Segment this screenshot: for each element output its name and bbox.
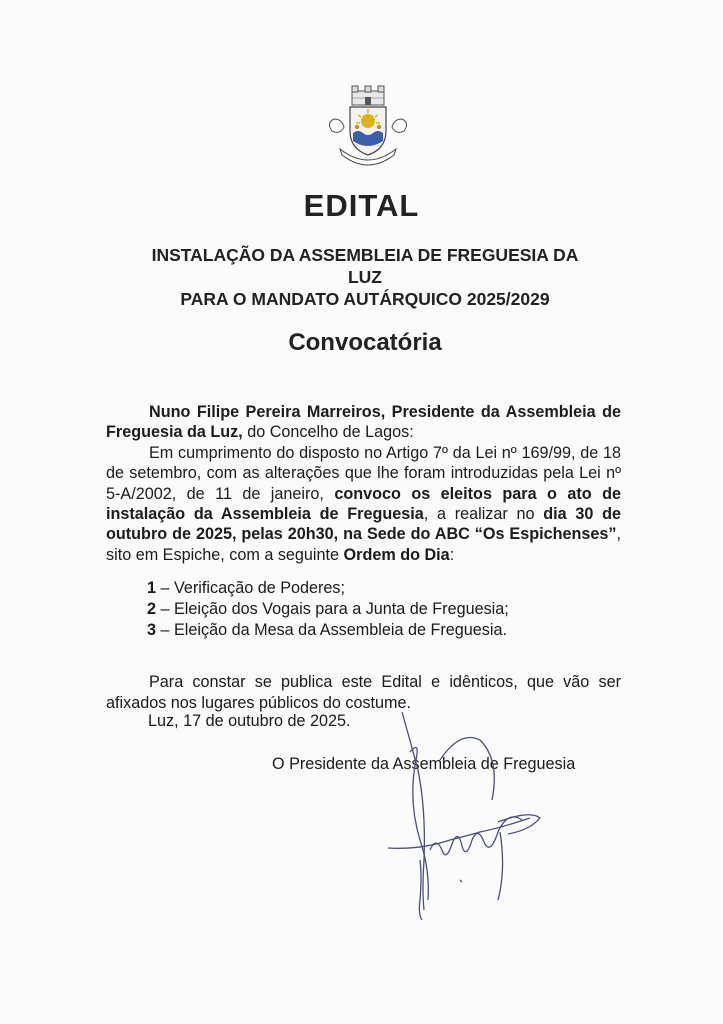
agenda-number: 3 bbox=[147, 620, 157, 639]
convocatoria-heading: Convocatória bbox=[288, 329, 442, 356]
intro-rest: do Concelho de Lagos: bbox=[242, 423, 414, 442]
convocation-paragraph bbox=[106, 443, 621, 565]
president-name: Nuno Filipe Pereira Marreiros, Presidente da Assembleia de Freguesia da Luz, bbox=[106, 403, 621, 442]
convocation-bold: convoco os eleitos para o ato de instalação da Assembleia de Freguesia bbox=[106, 484, 621, 524]
meeting-datetime: dia 30 de outubro de 2025, pelas 20h30, na Sede do ABC “Os Espichenses” bbox=[106, 505, 621, 544]
subtitle-line: INSTALAÇÃO DA ASSEMBLEIA DE FREGUESIA DA bbox=[151, 245, 579, 265]
coat-of-arms-icon bbox=[322, 83, 414, 171]
text-fragment: , sito em Espiche, com a seguinte bbox=[106, 525, 621, 564]
agenda-text: – Eleição dos Vogais para a Junta de Freguesia; bbox=[156, 599, 509, 618]
agenda-text: – Eleição da Mesa da Assembleia de Freguesia. bbox=[156, 620, 507, 639]
document-subtitle bbox=[100, 244, 630, 310]
edital-body bbox=[106, 402, 621, 565]
agenda-text: – Verificação de Poderes; bbox=[156, 579, 345, 597]
document-title: EDITAL bbox=[303, 188, 420, 223]
signer-title: O Presidente da Assembleia de Freguesia bbox=[272, 755, 576, 773]
closing-paragraph: Para constar se publica este Edital e idênticos, que vão ser afixados nos lugares públicos do costume. bbox=[106, 673, 621, 712]
intro-paragraph bbox=[106, 402, 621, 443]
text-fragment: , a realizar no bbox=[423, 505, 544, 524]
date-line: Luz, 17 de outubro de 2025. bbox=[148, 712, 351, 730]
agenda-list bbox=[147, 578, 509, 640]
agenda-item bbox=[147, 599, 509, 620]
agenda-number: 2 bbox=[147, 599, 157, 618]
subtitle-line: PARA O MANDATO AUTÁRQUICO 2025/2029 bbox=[180, 289, 550, 309]
subtitle-line: LUZ bbox=[347, 267, 383, 287]
agenda-label: Ordem do Dia bbox=[343, 545, 450, 564]
agenda-number: 1 bbox=[147, 579, 157, 597]
handwritten-signature bbox=[380, 700, 560, 930]
agenda-item bbox=[147, 578, 509, 599]
text-fragment: : bbox=[449, 545, 455, 564]
agenda-item bbox=[147, 620, 509, 641]
text-fragment: Em cumprimento do disposto no Artigo 7º da Lei nº 169/99, de 18 de setembro, com as alterações que lhe foram introduzidas pela Lei nº 5-A/2002, de 11 de janeiro, bbox=[106, 443, 621, 503]
